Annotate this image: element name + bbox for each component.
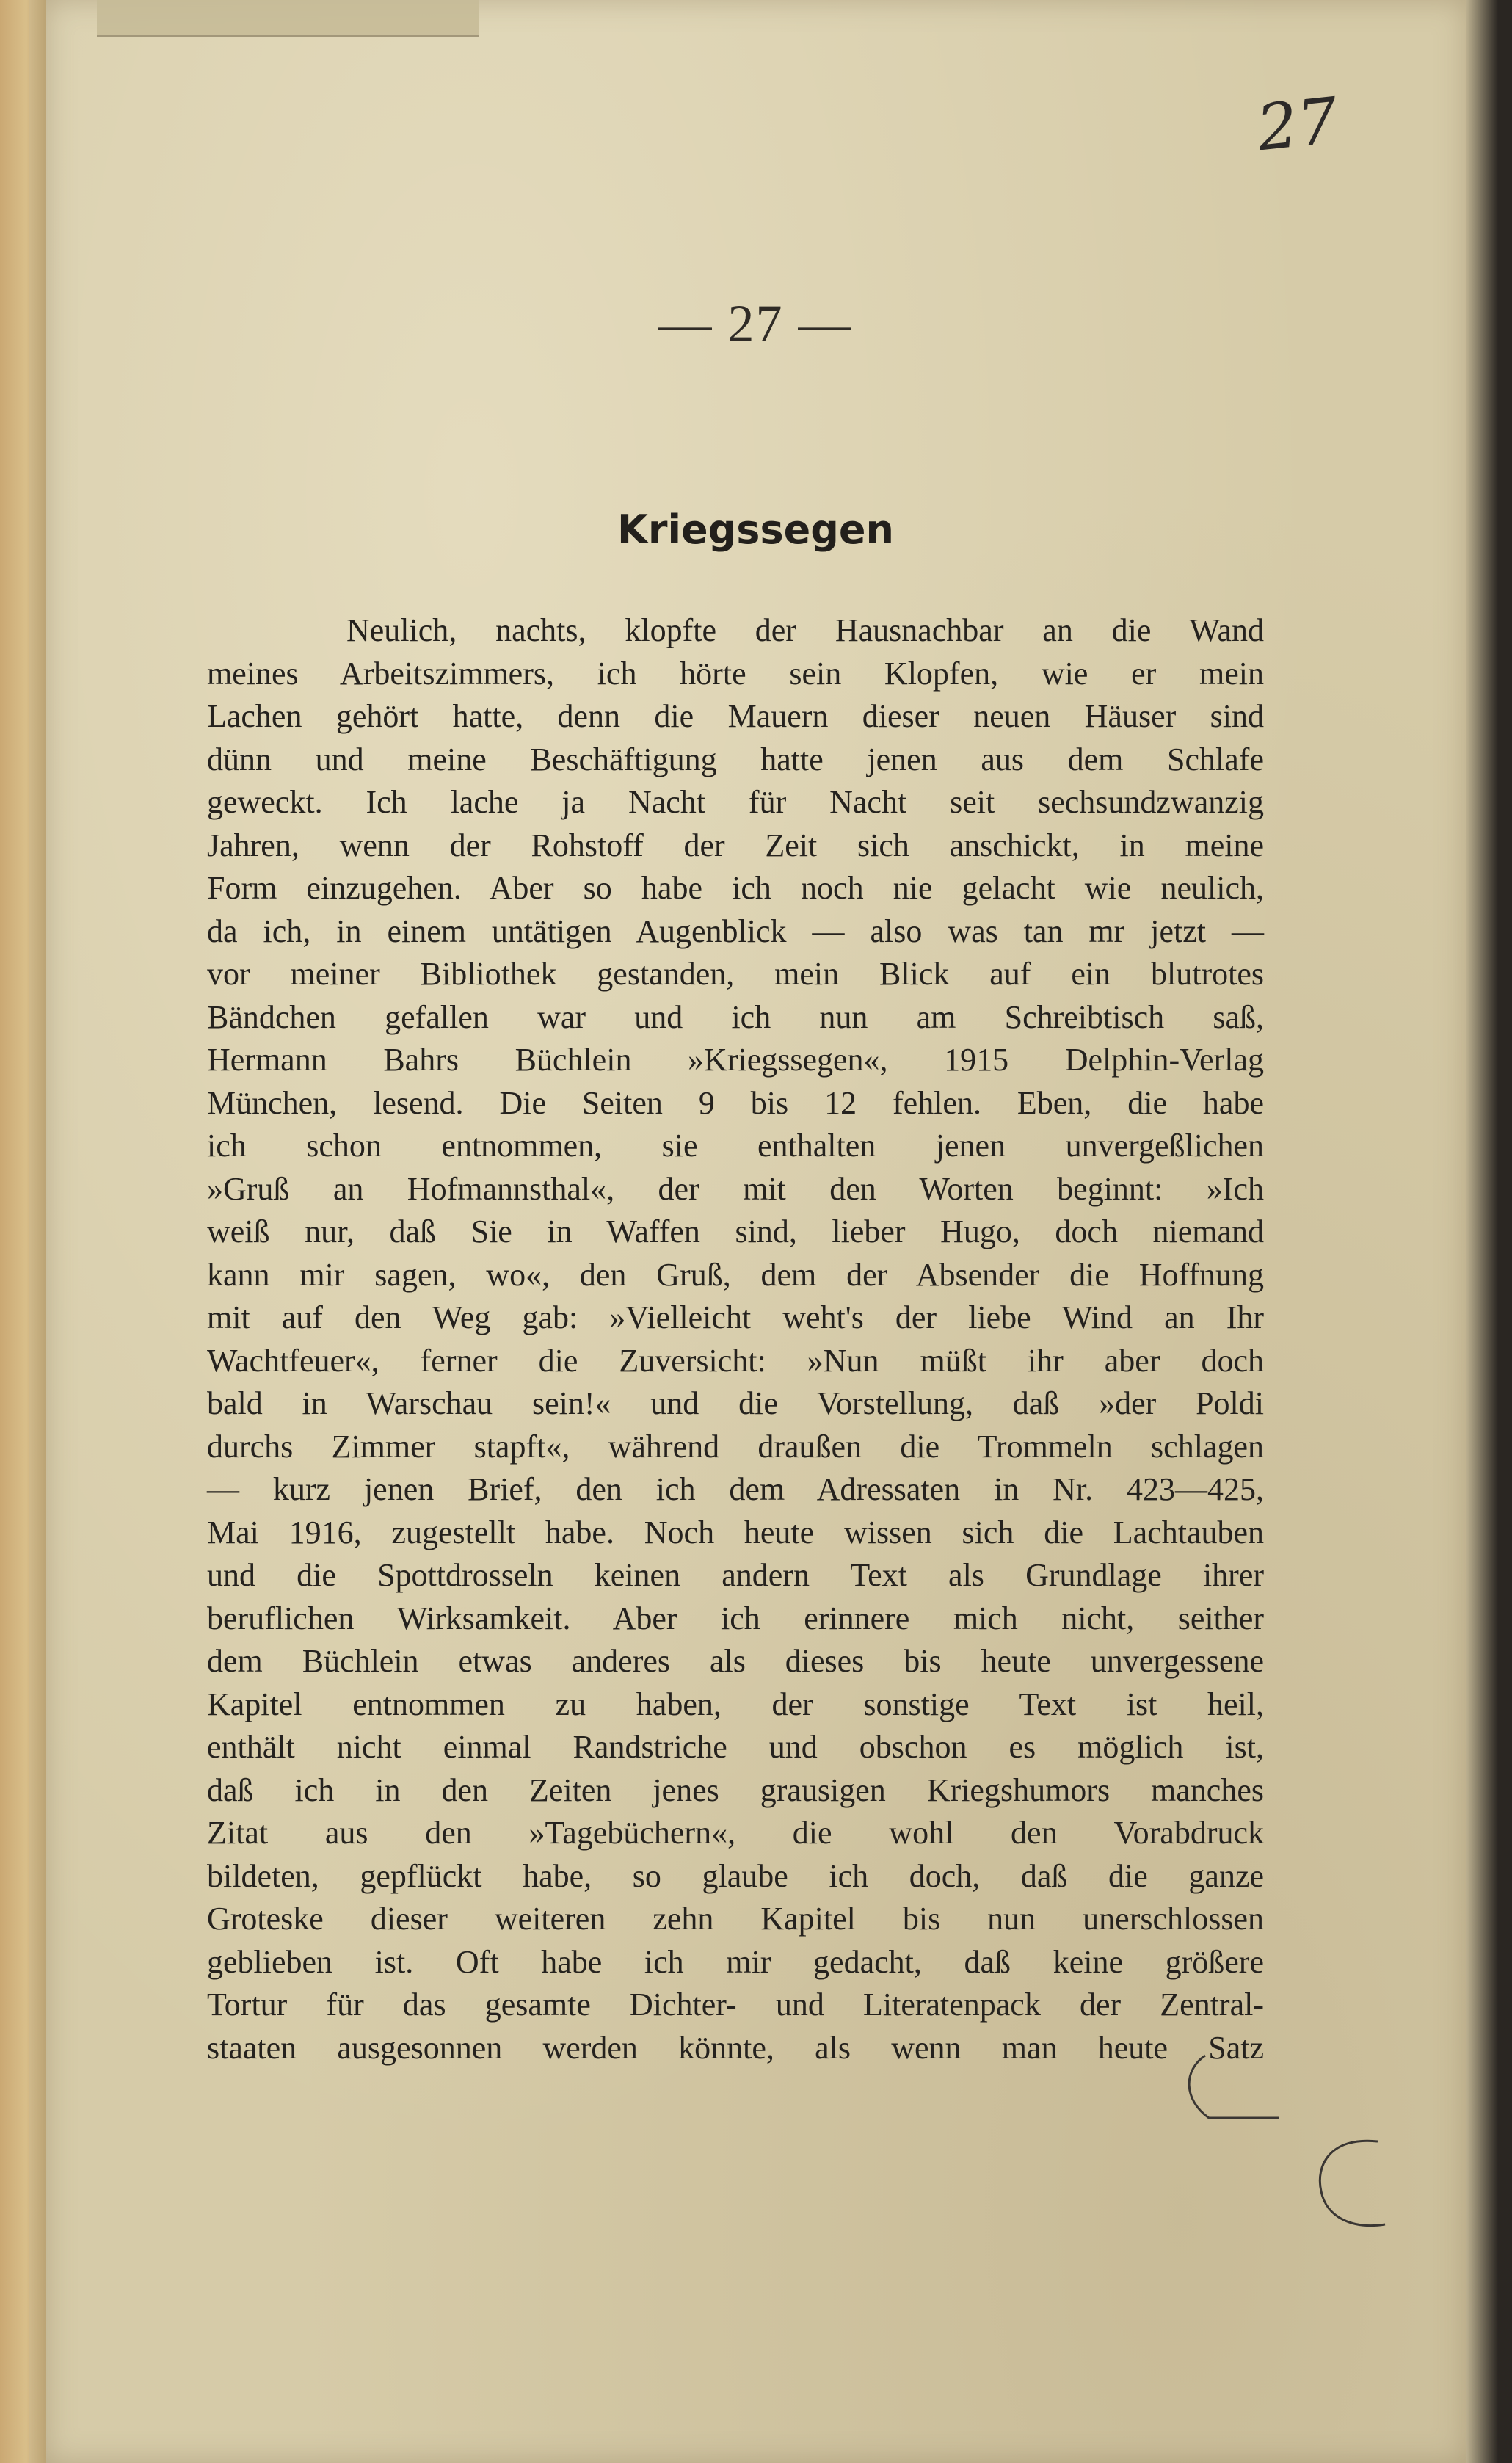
text-line: Neulich, nachts, klopfte der Hausnachbar an die Wand <box>346 612 1264 648</box>
text-line: vor meiner Bibliothek gestanden, mein Blick auf ein blutrotes <box>207 956 1264 992</box>
text-line: Hermann Bahrs Büchlein »Kriegssegen«, 1915 Delphin-Verlag <box>207 1042 1264 1078</box>
text-line: und die Spottdrosseln keinen andern Text als Grundlage ihrer <box>207 1557 1264 1593</box>
text-line: Tortur für das gesamte Dichter- und Literatenpack der Zentral- <box>207 1987 1264 2023</box>
pencil-c-mark <box>1308 2133 1396 2235</box>
text-line: geweckt. Ich lache ja Nacht für Nacht seit sechsundzwanzig <box>207 784 1264 820</box>
pencil-bracket-mark <box>1176 2048 1286 2136</box>
text-line: meines Arbeitszimmers, ich hörte sein Klopfen, wie er mein <box>207 655 1264 692</box>
text-line: daß ich in den Zeiten jenes grausigen Kriegshumors manches <box>207 1771 1264 1808</box>
text-line: ich schon entnommen, sie enthalten jenen unvergeßlichen <box>207 1128 1264 1164</box>
text-line: Jahren, wenn der Rohstoff der Zeit sich anschickt, in meine <box>207 827 1264 863</box>
binding-strip <box>29 0 46 2463</box>
text-line: Wachtfeuer«, ferner die Zuversicht: »Nun müßt ihr aber doch <box>207 1342 1264 1379</box>
text-line: bald in Warschau sein!« und die Vorstellung, daß »der Poldi <box>207 1385 1264 1421</box>
text-line: München, lesend. Die Seiten 9 bis 12 fehlen. Eben, die habe <box>207 1084 1264 1121</box>
text-line: Bändchen gefallen war und ich nun am Schreibtisch saß, <box>207 998 1264 1035</box>
text-line: weiß nur, daß Sie in Waffen sind, lieber Hugo, doch niemand <box>207 1214 1264 1249</box>
handwritten-folio-number: 27 <box>1253 84 1341 166</box>
chapter-heading: Kriegssegen <box>617 507 894 553</box>
text-line: beruflichen Wirksamkeit. Aber ich erinnere mich nicht, seither <box>207 1600 1264 1636</box>
text-line: Zitat aus den »Tagebüchern«, die wohl den Vorabdruck <box>207 1815 1264 1851</box>
text-line: dünn und meine Beschäftigung hatte jenen aus dem Schlafe <box>207 741 1264 777</box>
right-page-edge <box>1466 0 1512 2463</box>
binding-tape <box>97 0 479 37</box>
text-line: geblieben ist. Oft habe ich mir gedacht, daß keine größere <box>207 1943 1264 1980</box>
text-line: bildeten, gepflückt habe, so glaube ich doch, daß die ganze <box>207 1857 1264 1894</box>
text-line: Groteske dieser weiteren zehn Kapitel bis nun unerschlossen <box>207 1901 1264 1937</box>
text-line: Lachen gehört hatte, denn die Mauern dieser neuen Häuser sind <box>207 698 1264 734</box>
text-line: durchs Zimmer stapft«, während draußen die Trommeln schlagen <box>207 1428 1264 1465</box>
text-line: Form einzugehen. Aber so habe ich noch nie gelacht wie neulich, <box>207 870 1264 906</box>
text-line: mit auf den Weg gab: »Vielleicht weht's der liebe Wind an Ihr <box>207 1299 1264 1335</box>
text-line: Mai 1916, zugestellt habe. Noch heute wissen sich die Lachtauben <box>207 1514 1264 1550</box>
body-text <box>207 609 1264 2070</box>
text-line: Kapitel entnommen zu haben, der sonstige Text ist heil, <box>207 1686 1264 1722</box>
text-line: — kurz jenen Brief, den ich dem Adressaten in Nr. 423—425, <box>207 1471 1264 1507</box>
text-line: da ich, in einem untätigen Augenblick — also was tan mr jetzt — <box>207 913 1264 949</box>
text-line: kann mir sagen, wo«, den Gruß, dem der Absender die Hoffnung <box>207 1256 1264 1293</box>
text-line: »Gruß an Hofmannsthal«, der mit den Worten beginnt: »Ich <box>207 1170 1264 1207</box>
text-line: staaten ausgesonnen werden könnte, als wenn man heute Satz <box>207 2029 1264 2066</box>
text-line: dem Büchlein etwas anderes als dieses bis heute unvergessene <box>207 1643 1264 1679</box>
printed-page-number: — 27 — <box>658 294 853 353</box>
text-line: enthält nicht einmal Randstriche und obschon es möglich ist, <box>207 1729 1264 1765</box>
paper-sheet <box>46 0 1466 2463</box>
